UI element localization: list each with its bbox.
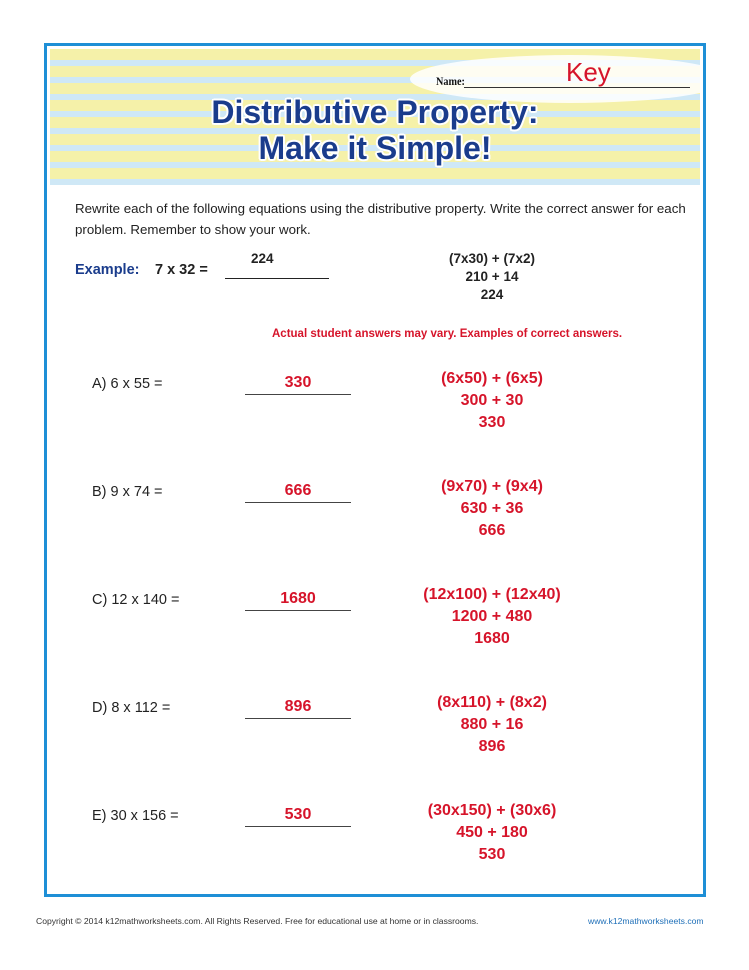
example-step: 224 xyxy=(480,287,504,302)
problem-step: 450 + 180 xyxy=(456,824,528,841)
problem-step: 330 xyxy=(478,414,506,431)
problem-step: (6x50) + (6x5) xyxy=(441,370,543,387)
problem-step: 666 xyxy=(478,522,506,539)
problem-answer: 896 xyxy=(284,698,312,715)
problem-step: (8x110) + (8x2) xyxy=(437,694,547,711)
problem-steps xyxy=(387,584,597,650)
header-banner xyxy=(50,49,700,185)
example-steps xyxy=(417,250,567,304)
title-line-1: Distributive Property: xyxy=(211,94,539,130)
example-answer: 224 xyxy=(251,251,274,266)
problem-e xyxy=(47,796,703,896)
problem-label: A) 6 x 55 = xyxy=(92,376,163,392)
instructions-text: Rewrite each of the following equations using the distributive property. Write the correct answer for each problem. Remember to show your work. xyxy=(75,201,686,237)
copyright-text: Copyright © 2014 k12mathworksheets.com. All Rights Reserved. Free for educational use at home or in classrooms. xyxy=(36,916,479,926)
example-answer-line xyxy=(225,278,329,279)
problem-step: (9x70) + (9x4) xyxy=(441,478,543,495)
problem-step: (30x150) + (30x6) xyxy=(427,802,557,819)
example-step: 210 + 14 xyxy=(465,269,519,284)
example-step: (7x30) + (7x2) xyxy=(449,251,535,266)
answer-line xyxy=(245,502,351,503)
worksheet-frame xyxy=(44,43,706,897)
answers-note: Actual student answers may vary. Examples of correct answers. xyxy=(272,328,623,340)
example-label: Example: xyxy=(75,262,140,278)
problem-steps xyxy=(387,476,597,542)
answer-line xyxy=(245,394,351,395)
problem-answer: 330 xyxy=(284,374,312,391)
problem-step: 530 xyxy=(478,846,506,863)
title-line-2: Make it Simple! xyxy=(258,130,492,166)
problem-step: 896 xyxy=(478,738,506,755)
problem-label: C) 12 x 140 = xyxy=(92,592,180,608)
problem-step: (12x100) + (12x40) xyxy=(423,586,561,603)
problem-step: 300 + 30 xyxy=(460,392,524,409)
problem-step: 880 + 16 xyxy=(460,716,524,733)
answer-line xyxy=(245,610,351,611)
problem-d xyxy=(47,688,703,788)
problem-step: 1680 xyxy=(474,630,510,647)
website-link[interactable]: www.k12mathworksheets.com xyxy=(588,916,704,926)
problem-answer: 1680 xyxy=(280,590,316,607)
problem-label: E) 30 x 156 = xyxy=(92,808,179,824)
problem-b xyxy=(47,472,703,572)
problem-a xyxy=(47,364,703,464)
problem-steps xyxy=(387,692,597,758)
problem-steps xyxy=(387,800,597,866)
name-label: Name: xyxy=(436,74,465,88)
problem-answer: 666 xyxy=(284,482,312,499)
problem-step: 1200 + 480 xyxy=(451,608,533,625)
problem-steps xyxy=(387,368,597,434)
page-title xyxy=(50,94,700,166)
problem-c xyxy=(47,580,703,680)
problem-step: 630 + 36 xyxy=(460,500,524,517)
name-value: Key xyxy=(566,57,611,87)
problem-label: B) 9 x 74 = xyxy=(92,484,163,500)
problem-answer: 530 xyxy=(284,806,312,823)
answer-line xyxy=(245,826,351,827)
answer-line xyxy=(245,718,351,719)
example-equation: 7 x 32 = xyxy=(155,262,208,278)
problem-label: D) 8 x 112 = xyxy=(92,700,171,716)
